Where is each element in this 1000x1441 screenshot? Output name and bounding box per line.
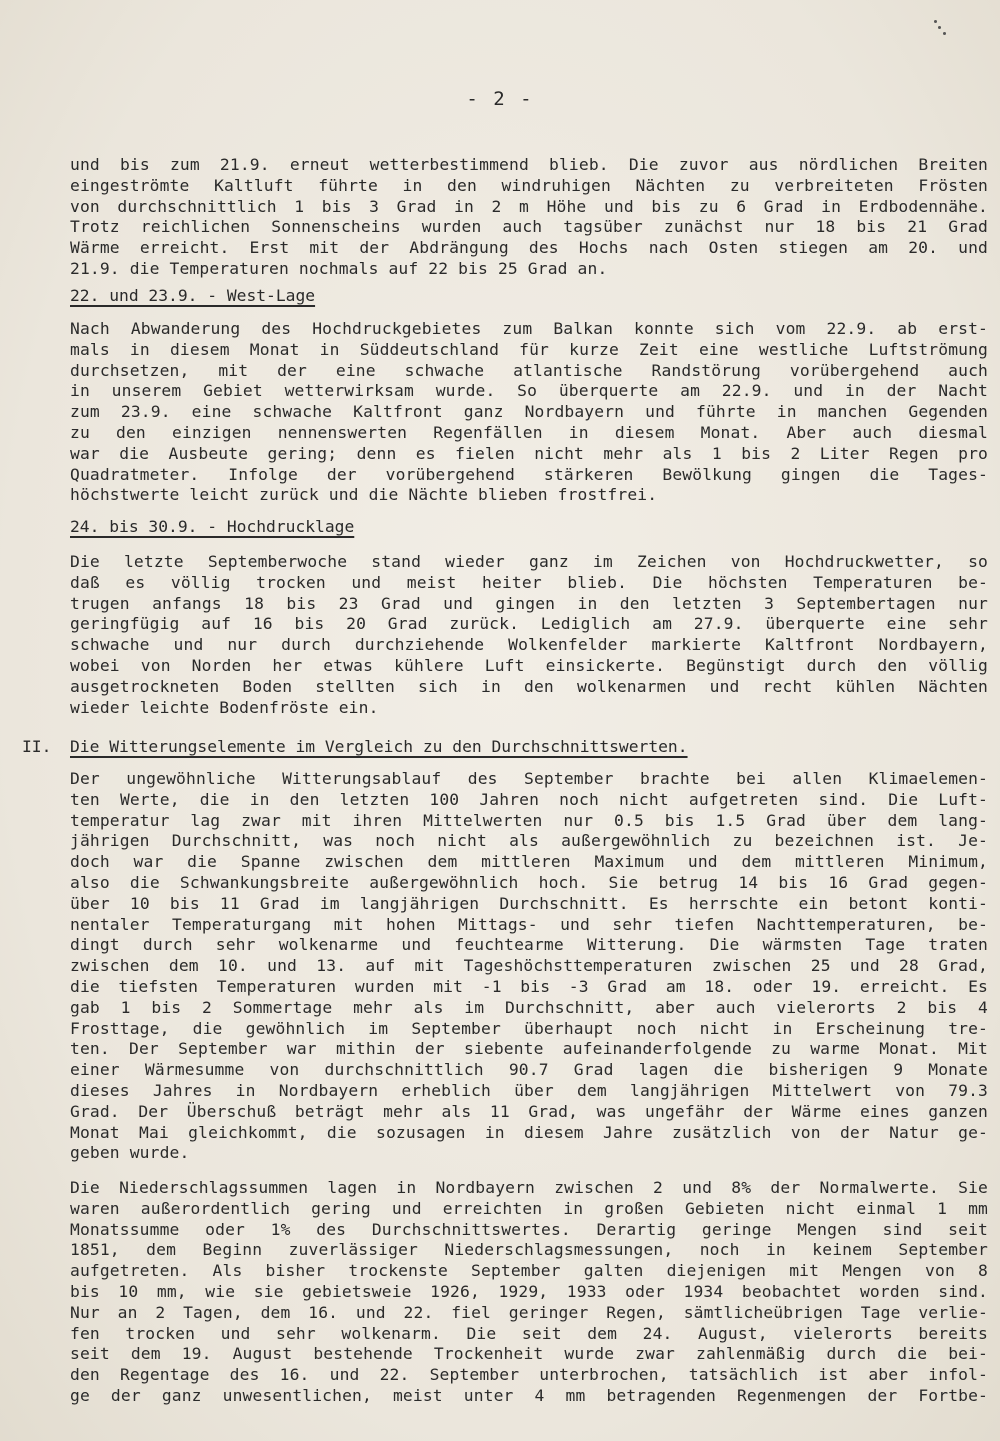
text-line: geben wurde. — [70, 1143, 190, 1163]
intro-paragraph — [70, 155, 988, 280]
text-line: durchsetzen, mit der eine schwache atlantische Randstörung vorübergehend auch — [70, 360, 988, 380]
text-line: Wärme erreicht. Erst mit der Abdrängung des Hochs nach Osten stiegen am 20. und — [70, 238, 988, 258]
text-line: Der ungewöhnliche Witterungsablauf des September brachte bei allen Klimaelemen- — [70, 769, 988, 788]
text-line: Grad. Der Überschuß beträgt mehr als 11 Grad, was ungefähr der Wärme eines ganzen — [70, 1101, 988, 1121]
text-line: wieder leichte Bodenfröste ein. — [70, 697, 379, 717]
section-number: II. — [22, 737, 52, 756]
text-line: zu den einzigen nennenswerten Regenfällen in diesem Monat. Aber auch diesmal — [70, 422, 988, 442]
text-line: die tiefsten Temperaturen wurden mit -1 bis -3 Grad am 18. oder 19. erreicht. Es — [70, 976, 988, 996]
text-line: ausgetrockneten Boden stellten sich in den wolkenarmen und recht kühlen Nächten — [70, 676, 988, 696]
text-line: waren außerordentlich gering und erreichten in großen Gebieten nicht einmal 1 mm — [70, 1198, 988, 1218]
text-line: Frosttage, die gewöhnlich im September überhaupt noch nicht in Erscheinung tre- — [70, 1018, 988, 1038]
text-line: ge der ganz unwesentlichen, meist unter 4 mm betragenden Regenmengen der Fortbe- — [70, 1385, 988, 1405]
text-line: aufgetreten. Als bisher trockenste September galten diejenigen mit Mengen von 8 — [70, 1261, 988, 1281]
text-line: geringfügig auf 16 bis 20 Grad zurück. Lediglich am 27.9. überquerte eine sehr — [70, 614, 988, 634]
text-line: Die letzte Septemberwoche stand wieder ganz im Zeichen von Hochdruckwetter, so — [70, 552, 988, 571]
text-line: mals in diesem Monat in Süddeutschland für kurze Zeit eine westliche Luftströmung — [70, 339, 988, 359]
witterungselemente-paragraph — [70, 769, 988, 1164]
heading-west-lage: 22. und 23.9. - West-Lage — [70, 286, 316, 305]
text-line: also die Schwankungsbreite außergewöhnlich hoch. Sie betrug 14 bis 16 Grad gegen- — [70, 872, 988, 892]
text-line: temperatur lag zwar mit ihren Mittelwerten nur 0.5 bis 1.5 Grad über dem lang- — [70, 810, 988, 830]
text-line: Quadratmeter. Infolge der vorübergehend stärkeren Bewölkung gingen die Tages- — [70, 464, 988, 484]
text-line: dieses Jahres in Nordbayern erheblich über dem langjährigen Mittelwert von 79.3 — [70, 1080, 988, 1100]
text-line: in unserem Gebiet wetterwirksam wurde. So überquerte am 22.9. und in der Nacht — [70, 381, 988, 401]
text-line: Trotz reichlichen Sonnenscheins wurden auch tagsüber zunächst nur 18 bis 21 Grad — [70, 217, 988, 237]
text-line: Die Niederschlagssummen lagen in Nordbayern zwischen 2 und 8% der Normalwerte. Sie — [70, 1178, 988, 1197]
page-number: - 2 - — [466, 88, 534, 110]
text-line: höchstwerte leicht zurück und die Nächte blieben frostfrei. — [70, 485, 658, 505]
text-line: nentaler Temperaturgang mit hohen Mittags- und sehr tiefen Nachttemperaturen, be- — [70, 914, 988, 934]
text-line: 21.9. die Temperaturen nochmals auf 22 bis 25 Grad an. — [70, 258, 608, 278]
text-line: Monat Mai gleichkommt, die sozusagen in diesem Jahre zusätzlich von der Natur ge- — [70, 1122, 988, 1142]
text-line: ten Werte, die in den letzten 100 Jahren noch nicht aufgetreten sind. Die Luft- — [70, 789, 988, 809]
text-line: 1851, dem Beginn zuverlässiger Niederschlagsmessungen, noch in keinem September — [70, 1240, 988, 1260]
text-line: fen trocken und sehr wolkenarm. Die seit dem 24. August, vielerorts bereits — [70, 1323, 988, 1343]
text-line: dingt durch sehr wolkenarme und feuchtearme Witterung. Die wärmsten Tage traten — [70, 935, 988, 955]
text-line: einer Wärmesumme von durchschnittlich 90.7 Grad lagen die bisherigen 9 Monate — [70, 1060, 988, 1080]
text-line: seit dem 19. August bestehende Trockenheit wurde zwar zahlenmäßig durch die bei- — [70, 1344, 988, 1364]
text-line: doch war die Spanne zwischen dem mittleren Maximum und dem mittleren Minimum, — [70, 852, 988, 872]
text-line: schwache und nur durch durchziehende Wolkenfelder markierte Kaltfront Nordbayern, — [70, 635, 988, 655]
heading-hochdrucklage: 24. bis 30.9. - Hochdrucklage — [70, 517, 355, 536]
text-line: ten. Der September war mithin der siebente aufeinanderfolgende zu warme Monat. Mit — [70, 1039, 988, 1059]
text-line: den Regentage des 16. und 22. September unterbrochen, tatsächlich ist aber infol- — [70, 1365, 988, 1385]
text-line: jährigen Durchschnitt, was noch nicht als außergewöhnlich zu bezeichnen ist. Je- — [70, 831, 988, 851]
text-line: eingeströmte Kaltluft führte in den windruhigen Nächten zu verbreiteten Frösten — [70, 175, 988, 195]
text-line: von durchschnittlich 1 bis 3 Grad in 2 m Höhe und bis zu 6 Grad in Erdbodennähe. — [70, 196, 988, 216]
text-line: daß es völlig trocken und meist heiter blieb. Die höchsten Temperaturen be- — [70, 572, 988, 592]
text-line: Nach Abwanderung des Hochdruckgebietes zum Balkan konnte sich vom 22.9. ab erst- — [70, 319, 988, 338]
text-line: über 10 bis 11 Grad im langjährigen Durchschnitt. Es herrschte ein betont konti- — [70, 893, 988, 913]
text-line: wobei von Norden her etwas kühlere Luft einsickerte. Begünstigt durch den völlig — [70, 655, 988, 675]
text-line: Monatssumme oder 1% des Durchschnittswertes. Derartig geringe Mengen sind seit — [70, 1219, 988, 1239]
text-line: zwischen dem 10. und 13. auf mit Tageshöchsttemperaturen zwischen 25 und 28 Grad, — [70, 956, 988, 976]
text-line: Nur an 2 Tagen, dem 16. und 22. fiel geringer Regen, sämtlicheübrigen Tage verlie- — [70, 1302, 988, 1322]
corner-mark — [932, 18, 948, 38]
hochdrucklage-paragraph — [70, 552, 988, 718]
west-lage-paragraph — [70, 319, 988, 506]
text-line: war die Ausbeute gering; denn es fielen nicht mehr als 1 bis 2 Liter Regen pro — [70, 443, 988, 463]
heading-witterungselemente: Die Witterungselemente im Vergleich zu den Durchschnittswerten. — [70, 737, 688, 756]
text-line: trugen anfangs 18 bis 23 Grad und gingen in den letzten 3 Septembertagen nur — [70, 593, 988, 613]
text-line: und bis zum 21.9. erneut wetterbestimmend blieb. Die zuvor aus nördlichen Breiten — [70, 155, 988, 174]
niederschlag-paragraph — [70, 1178, 988, 1407]
text-line: bis 10 mm, wie sie gebietsweie 1926, 1929, 1933 oder 1934 beobachtet worden sind. — [70, 1281, 988, 1301]
text-line: zum 23.9. eine schwache Kaltfront ganz Nordbayern und führte in manchen Gegenden — [70, 402, 988, 422]
text-line: gab 1 bis 2 Sommertage mehr als im Durchschnitt, aber auch vielerorts 2 bis 4 — [70, 997, 988, 1017]
